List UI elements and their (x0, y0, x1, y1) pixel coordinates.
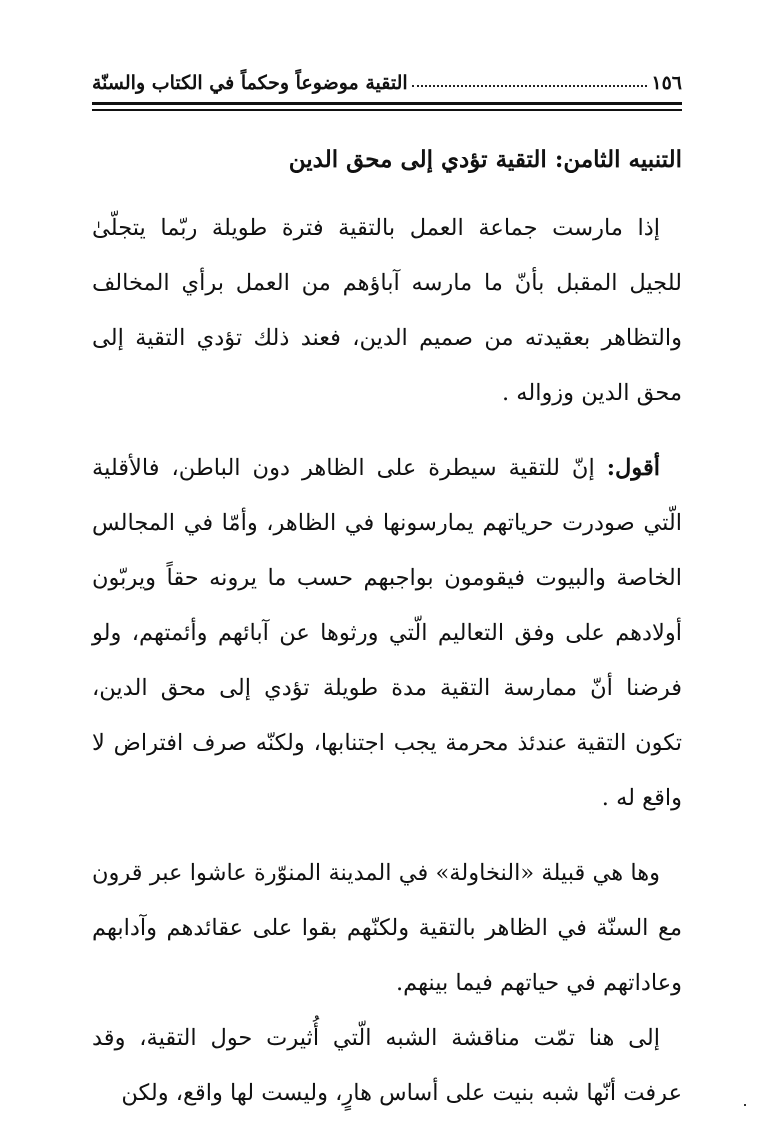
paragraph-lead: أقول: (606, 455, 660, 481)
paragraph-gap (92, 421, 682, 441)
paragraph: إلى هنا تمّت مناقشة الشبه الّتي أُثيرت حول التقية، وقد عرفت أنّها شبه بنيت على أساس هارٍ، وليست لها واقع، ولكن (92, 1025, 682, 1106)
header-dot-leader (412, 84, 648, 87)
paragraph-text: إنّ للتقية سيطرة على الظاهر دون الباطن، فالأقلية الّتي صودرت حرياتهم يمارسونها في الظاهر، وأمّا في المجالس الخاصة والبيوت فيقومون بواجبهم حسب ما يرونه حقاً ويربّون أولادهم على وفق التعاليم الّتي ورثوها عن آبائهم وأئمتهم، ولو فرضنا أنّ ممارسة التقية مدة طويلة تؤدي إلى محق الدين، تكون التقية عندئذ محرمة يجب اجتنابها، ولكنّه صرف افتراض لا واقع له . (92, 455, 682, 811)
running-header (92, 60, 682, 94)
scan-speck (744, 1104, 746, 1106)
section-heading: التنبيه الثامن: التقية تؤدي إلى محق الدين (288, 146, 682, 173)
header-rule-thick (92, 102, 682, 105)
paragraph (92, 441, 682, 826)
page-body (92, 132, 682, 1121)
running-header-title: التقية موضوعاً وحكماً في الكتاب والسنّة (92, 72, 408, 94)
paragraph: إذا مارست جماعة العمل بالتقية فترة طويلة ربّما يتجلّىٰ للجيل المقبل بأنّ ما مارسه آباؤهم من العمل برأي المخالف والتظاهر بعقيدته من صميم الدين، فعند ذلك تؤدي التقية إلى محق الدين وزواله . (92, 215, 682, 406)
paragraph: وها هي قبيلة «النخاولة» في المدينة المنوّرة عاشوا عبر قرون مع السنّة في الظاهر بالتقية ولكنّهم بقوا على عقائدهم وآدابهم وعاداتهم في حياتهم فيما بينهم. (92, 860, 682, 996)
paragraph-gap (92, 826, 682, 846)
header-rule-thin (92, 109, 682, 111)
page-number: ١٥٦ (651, 72, 682, 94)
